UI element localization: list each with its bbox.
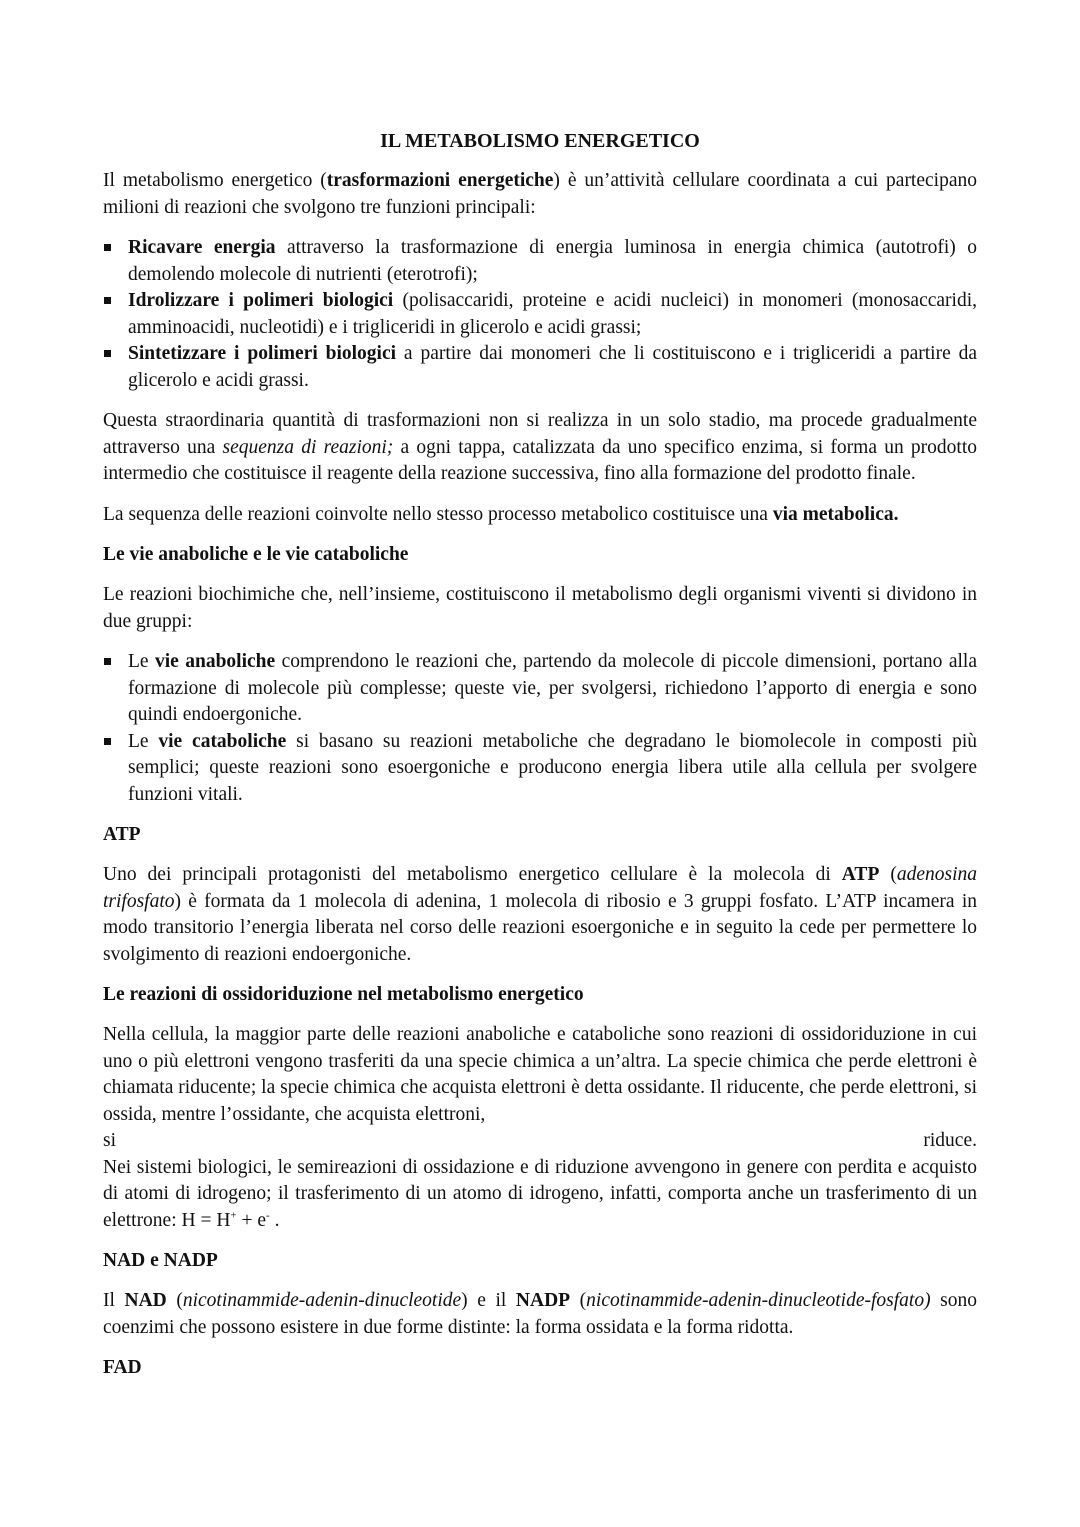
pathway-paragraph bbox=[103, 502, 977, 529]
paragraph-italic: nicotinammide-adenin-dinucleotide-fosfato) bbox=[586, 1290, 931, 1311]
list-item-bold: Idrolizzare i polimeri biologici bbox=[128, 290, 394, 311]
list-item-bold: Sintetizzare i polimeri biologici bbox=[128, 343, 397, 364]
list-item bbox=[103, 288, 977, 341]
list-item-bold: vie cataboliche bbox=[158, 730, 287, 752]
paragraph-text: Uno dei principali protagonisti del metabolismo energetico cellulare è la molecola di bbox=[103, 864, 842, 885]
vie-intro-paragraph: Le reazioni biochimiche che, nell’insieme, costituiscono il metabolismo degli organismi viventi si dividono in due gruppi: bbox=[103, 584, 977, 632]
section-heading-redox: Le reazioni di ossidoriduzione nel metabolismo energetico bbox=[103, 984, 584, 1005]
intro-text: Il metabolismo energetico ( bbox=[103, 170, 327, 191]
nad-paragraph bbox=[103, 1288, 977, 1341]
paragraph-text: Nei sistemi biologici, le semireazioni di ossidazione e di riduzione avvengono in genere con perdita e acquisto di atomi di idrogeno; il trasferimento di un atomo di idrogeno, infatti, comporta anche un trasferimento di un elettrone: H = H bbox=[103, 1156, 977, 1231]
paragraph-bold: via metabolica. bbox=[772, 503, 899, 525]
paragraph-text: La sequenza delle reazioni coinvolte nello stesso processo metabolico costituisce una bbox=[103, 503, 773, 525]
list-item-bold: Ricavare energia bbox=[128, 237, 276, 258]
vie-list bbox=[103, 649, 977, 808]
section-heading-fad: FAD bbox=[103, 1357, 142, 1378]
functions-list bbox=[103, 235, 977, 394]
redox-paragraph-2 bbox=[103, 1155, 977, 1235]
redox-last-line bbox=[103, 1128, 977, 1155]
paragraph-text: ) e il bbox=[461, 1290, 516, 1311]
sequence-paragraph bbox=[103, 408, 977, 488]
list-item bbox=[103, 729, 977, 809]
section-heading-nad: NAD e NADP bbox=[103, 1250, 218, 1271]
list-item-text: comprendono le reazioni che, partendo da molecole di piccole dimensioni, portano alla formazione di molecole più complesse; queste vie, per svolgersi, richiedono l’apporto di energia e sono quindi endoergoniche. bbox=[128, 651, 977, 725]
paragraph-text: si bbox=[103, 1130, 117, 1151]
paragraph-text: sono coenzimi che possono esistere in due forme distinte: la forma ossidata e la forma ridotta. bbox=[103, 1290, 977, 1338]
paragraph-text: ( bbox=[166, 1290, 183, 1311]
list-item-bold: vie anaboliche bbox=[154, 651, 276, 672]
page-title: IL METABOLISMO ENERGETICO bbox=[380, 130, 700, 152]
list-item-text: Le bbox=[128, 730, 159, 752]
paragraph-text: ) è formata da 1 molecola di adenina, 1 molecola di ribosio e 3 gruppi fosfato. L’ATP incamera in modo transitorio l’energia liberata nel corso delle reazioni esoergoniche e in seguito la cede per permettere lo svolgimento di reazioni endoergoniche. bbox=[103, 890, 977, 965]
list-item-text: attraverso la trasformazione di energia luminosa in energia chimica (autotrofi) o demolendo molecole di nutrienti (eterotrofi); bbox=[128, 237, 978, 285]
paragraph-text: . bbox=[269, 1209, 280, 1231]
paragraph-italic: adenosina trifosfato bbox=[103, 864, 977, 912]
superscript: - bbox=[266, 1209, 270, 1221]
paragraph-bold: NADP bbox=[515, 1290, 571, 1311]
atp-paragraph bbox=[103, 862, 977, 968]
intro-text: ) è un’attività cellulare coordinata a cui partecipano milioni di reazioni che svolgono tre funzioni principali: bbox=[103, 170, 977, 218]
paragraph-text: ( bbox=[879, 864, 897, 885]
paragraph-bold: ATP bbox=[841, 864, 880, 885]
list-item bbox=[103, 649, 977, 729]
paragraph-italic: nicotinammide-adenin-dinucleotide bbox=[182, 1290, 462, 1311]
paragraph-text: Il bbox=[103, 1290, 125, 1311]
paragraph-text: ( bbox=[570, 1290, 587, 1311]
intro-paragraph bbox=[103, 168, 977, 221]
paragraph-text: + e bbox=[236, 1209, 267, 1231]
paragraph-italic: sequenza di reazioni; bbox=[222, 436, 394, 458]
list-item-text: (polisaccaridi, proteine e acidi nucleici) in monomeri (monosaccaridi, amminoacidi, nucleotidi) e i trigliceridi in glicerolo e acidi grassi; bbox=[128, 290, 977, 338]
paragraph-text: riduce. bbox=[923, 1130, 977, 1151]
list-item-text: si basano su reazioni metaboliche che degradano le biomolecole in composti più semplici; queste reazioni sono esoergoniche e producono energia libera utile alla cellula per svolgere funzioni vitali. bbox=[128, 730, 978, 805]
list-item-text: Le bbox=[128, 651, 155, 672]
redox-paragraph-1: Nella cellula, la maggior parte delle reazioni anaboliche e cataboliche sono reazioni di ossidoriduzione in cui uno o più elettroni vengono trasferiti da una specie chimica a un’altra. La specie chimica che perde elettroni è chiamata riducente; la specie chimica che acquista elettroni è detta ossidante. Il riducente, che perde elettroni, si ossida, mentre l’ossidante, che acquista elettroni, bbox=[103, 1024, 977, 1125]
section-heading-vie: Le vie anaboliche e le vie cataboliche bbox=[103, 544, 409, 565]
list-item-text: a partire dai monomeri che li costituiscono e i trigliceridi a partire da glicerolo e acidi grassi. bbox=[128, 343, 977, 391]
paragraph-text: a ogni tappa, catalizzata da uno specifico enzima, si forma un prodotto intermedio che costituisce il reagente della reazione successiva, fino alla formazione del prodotto finale. bbox=[103, 436, 977, 484]
intro-bold: trasformazioni energetiche bbox=[326, 170, 554, 191]
paragraph-bold: NAD bbox=[124, 1290, 167, 1311]
section-heading-atp: ATP bbox=[103, 824, 141, 845]
superscript: + bbox=[230, 1209, 237, 1221]
list-item bbox=[103, 341, 977, 394]
list-item bbox=[103, 235, 977, 288]
paragraph-text: Questa straordinaria quantità di trasformazioni non si realizza in un solo stadio, ma procede gradualmente attraverso una bbox=[103, 410, 977, 458]
